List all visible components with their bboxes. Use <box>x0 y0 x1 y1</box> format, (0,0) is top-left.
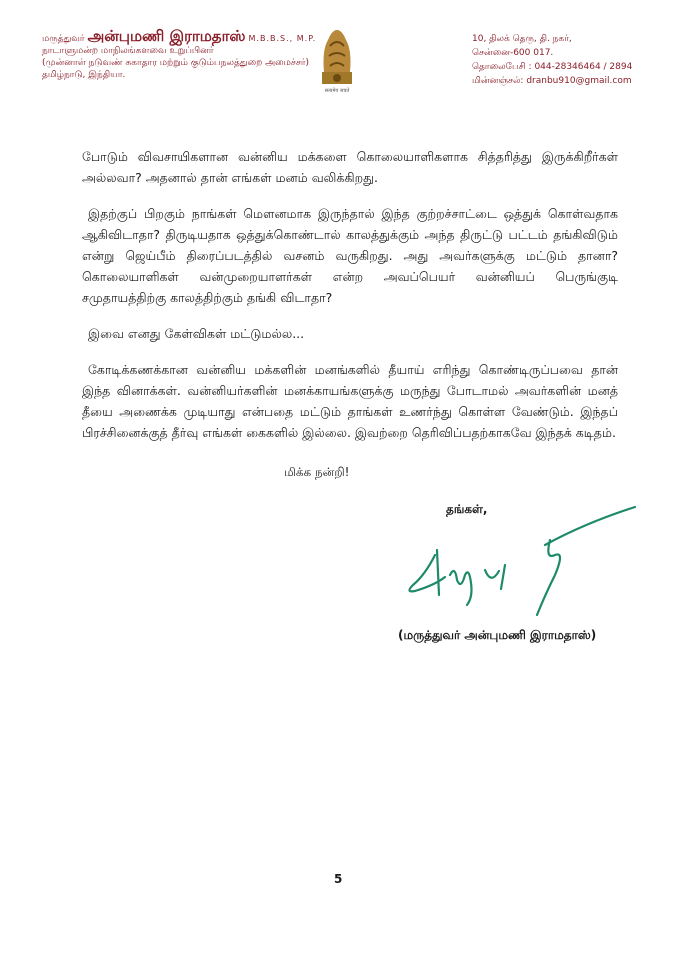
sender-name: அன்புமணி இராமதாஸ் <box>87 27 246 45</box>
paragraph-3: இவை எனது கேள்விகள் மட்டுமல்ல... <box>88 326 305 341</box>
thanks-line: மிக்க நன்றி! <box>284 465 350 479</box>
title-prefix: மருத்துவர் <box>42 34 85 44</box>
sender-former-position: (முன்னாள் நடுவண் சுகாதார மற்றும் குடும்பநலத்துறை அமைச்சர்) <box>42 58 310 68</box>
letterhead-address <box>472 32 632 88</box>
sender-degrees: M.B.B.S., M.P. <box>248 34 317 43</box>
sender-position: நாடாளுமன்ற மாநிலங்களவை உறுப்பினர் <box>42 46 214 56</box>
address-line-2: சென்னை-600 017. <box>472 48 554 58</box>
signatory-name: (மருத்துவர் அன்புமணி இராமதாஸ்) <box>398 628 597 642</box>
national-emblem-icon <box>318 26 356 98</box>
paragraph-4: கோடிக்கணக்கான வன்னிய மக்களின் மனங்களில் தீயாய் எரிந்து கொண்டிருப்பவை தான் இந்த வினாக்கள். வன்னியர்களின் மனக்காயங்களுக்கு மருந்து போடாமல் அவர்களின் மனத் தீயை அணைக்க முடியாது என்பதை மட்டும் தாங்கள் உணர்ந்து கொள்ள வேண்டும். இந்தப் பிரச்சினைக்குத் தீர்வு எங்கள் கைகளில் இல்லை. இவற்றை தெரிவிப்பதற்காகவே இந்தக் கடிதம். <box>82 362 618 440</box>
signature-icon <box>395 505 645 629</box>
phone: தொலைபேசி : 044-28346464 / 2894 <box>472 62 633 72</box>
letterhead-left <box>42 27 317 81</box>
paragraph-2: இதற்குப் பிறகும் நாங்கள் மௌனமாக இருந்தால் இந்த குற்றச்சாட்டை ஒத்துக் கொள்வதாக ஆகிவிடாதா? திருடியதாக ஒத்துக்கொண்டால் காலத்துக்கும் அந்த திருட்டு பட்டம் தங்கிவிடும் என்று ஜெய்பீம் திரைப்படத்தில் வசனம் வருகிறது. அது அவர்களுக்கு மட்டும் தானா? கொலையாளிகள் வன்முறையாளர்கள் என்ற அவப்பெயர் வன்னியப் பெருங்குடி சமுதாயத்திற்கு காலத்திற்கும் தங்கி விடாதா? <box>82 206 618 305</box>
letter-body <box>82 146 618 458</box>
email: மின்னஞ்சல்: dranbu910@gmail.com <box>472 76 632 86</box>
paragraph-1: போடும் விவசாயிகளான வன்னிய மக்களை கொலையாளிகளாக சித்தரித்து இருக்கிறீர்கள் அல்லவா? அதனால் தான் எங்கள் மனம் வலிக்கிறது. <box>82 149 618 185</box>
valediction: தங்கள், <box>446 502 488 516</box>
emblem-motto: सत्यमेव जयते <box>324 88 350 94</box>
address-line-1: 10, திலக் தெரு, தி. நகர், <box>472 34 572 44</box>
letterhead-name-row <box>42 27 317 45</box>
page-number: 5 <box>334 872 343 886</box>
sender-location: தமிழ்நாடு, இந்தியா. <box>42 70 126 80</box>
